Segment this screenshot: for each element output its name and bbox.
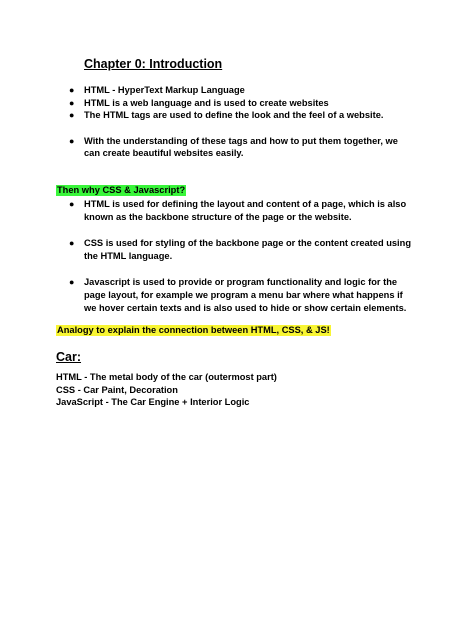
why-bullet-list [69,198,414,314]
car-heading: Car: [56,350,82,364]
bullet-text: HTML is a web language and is used to create websites [84,97,329,108]
car-analogy-lines [56,371,277,409]
bullet-text: Javascript is used to provide or program functionality and logic for the page layout, for example we program a menu bar where what happens if we hover certain texts and is also used to hide or show certain elements. [84,277,407,313]
car-line-css: CSS - Car Paint, Decoration [56,384,178,395]
bullet-icon: ● [69,277,75,288]
bullet-icon: ● [69,199,75,209]
bullet-text: With the understanding of these tags and how to put them together, we can create beautiful websites easily. [84,135,398,159]
bullet-text: HTML is used for defining the layout and content of a page, which is also known as the backbone structure of the page or the website. [84,199,407,222]
car-line-javascript: JavaScript - The Car Engine + Interior Logic [56,397,250,407]
list-item [69,84,409,97]
list-item [69,237,414,262]
bullet-text: The HTML tags are used to define the look and the feel of a website. [84,110,384,121]
list-item [69,276,414,314]
why-css-js-heading: Then why CSS & Javascript? [57,185,186,195]
intro-bullet-list [69,84,409,160]
car-line-html: HTML - The metal body of the car (outermost part) [56,372,277,382]
bullet-icon: ● [69,97,75,108]
list-item [69,97,409,110]
bullet-icon: ● [69,135,75,146]
bullet-text: CSS is used for styling of the backbone page or the content created using the HTML language. [84,238,411,261]
list-item [69,135,409,160]
analogy-heading: Analogy to explain the connection between HTML, CSS, & JS! [57,325,330,335]
bullet-icon: ● [69,85,75,95]
bullet-icon: ● [69,110,75,121]
list-item [69,109,409,122]
bullet-text: HTML - HyperText Markup Language [84,85,245,95]
list-item [69,198,414,223]
chapter-title: Chapter 0: Introduction [84,57,223,71]
bullet-icon: ● [69,238,75,249]
